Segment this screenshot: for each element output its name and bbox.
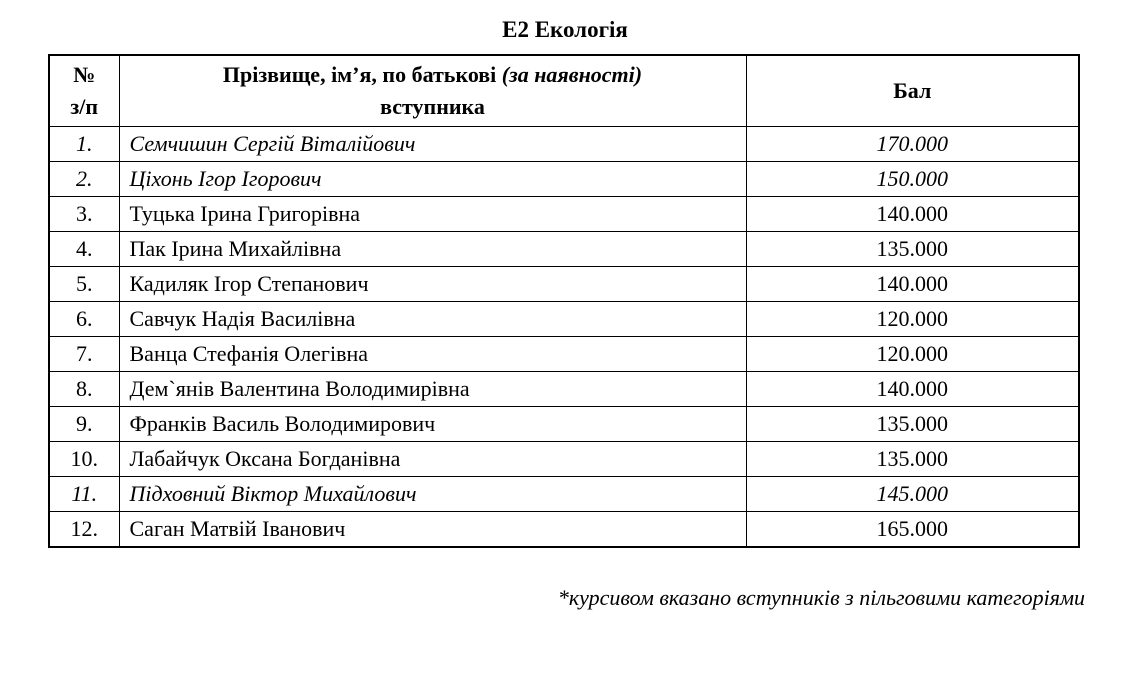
- score-cell: 140.000: [746, 372, 1079, 407]
- header-number: [49, 55, 119, 127]
- table-row: [49, 477, 1079, 512]
- header-row: [49, 55, 1079, 127]
- table-row: [49, 372, 1079, 407]
- header-name-line2: вступника: [380, 94, 485, 119]
- table-row: [49, 267, 1079, 302]
- table-row: [49, 302, 1079, 337]
- row-number-cell: 6.: [49, 302, 119, 337]
- row-number-cell: 12.: [49, 512, 119, 548]
- table-row: [49, 407, 1079, 442]
- applicant-name-cell: Франків Василь Володимирович: [119, 407, 746, 442]
- table-header: [49, 55, 1079, 127]
- applicant-name-cell: Туцька Ірина Григорівна: [119, 197, 746, 232]
- applicant-name-cell: Пак Ірина Михайлівна: [119, 232, 746, 267]
- applicant-name-cell: Савчук Надія Василівна: [119, 302, 746, 337]
- row-number-cell: 4.: [49, 232, 119, 267]
- score-cell: 140.000: [746, 197, 1079, 232]
- score-cell: 135.000: [746, 407, 1079, 442]
- header-score: Бал: [746, 55, 1079, 127]
- score-cell: 140.000: [746, 267, 1079, 302]
- table-row: [49, 232, 1079, 267]
- row-number-cell: 8.: [49, 372, 119, 407]
- score-cell: 165.000: [746, 512, 1079, 548]
- header-name-main: Прізвище, ім’я, по батькові: [222, 62, 502, 88]
- applicant-name-cell: Лабайчук Оксана Богданівна: [119, 442, 746, 477]
- header-applicant-name: [119, 55, 746, 127]
- applicant-name-cell: Кадиляк Ігор Степанович: [119, 267, 746, 302]
- table-row: [49, 127, 1079, 162]
- score-cell: 120.000: [746, 302, 1079, 337]
- row-number-cell: 9.: [49, 407, 119, 442]
- applicant-name-cell: Семчишин Сергій Віталійович: [119, 127, 746, 162]
- row-number-cell: 1.: [49, 127, 119, 162]
- table-row: [49, 337, 1079, 372]
- row-number-cell: 3.: [49, 197, 119, 232]
- table-row: [49, 442, 1079, 477]
- row-number-cell: 2.: [49, 162, 119, 197]
- header-name-italic: (за наявності): [501, 62, 643, 88]
- score-cell: 150.000: [746, 162, 1079, 197]
- score-cell: 135.000: [746, 442, 1079, 477]
- applicant-name-cell: Ціхонь Ігор Ігорович: [119, 162, 746, 197]
- page-title: Е2 Екологія: [502, 17, 628, 42]
- table-row: [49, 197, 1079, 232]
- score-cell: 145.000: [746, 477, 1079, 512]
- table-row: [49, 162, 1079, 197]
- footnote: *курсивом вказано вступників з пільговими категоріями: [557, 585, 1085, 610]
- table-row: [49, 512, 1079, 548]
- score-cell: 170.000: [746, 127, 1079, 162]
- row-number-cell: 10.: [49, 442, 119, 477]
- row-number-cell: 7.: [49, 337, 119, 372]
- score-cell: 135.000: [746, 232, 1079, 267]
- applicant-name-cell: Дем`янів Валентина Володимирівна: [119, 372, 746, 407]
- applicants-score-table: [48, 54, 1080, 548]
- row-number-cell: 11.: [49, 477, 119, 512]
- applicant-name-cell: Саган Матвій Іванович: [119, 512, 746, 548]
- applicant-name-cell: Ванца Стефанія Олегівна: [119, 337, 746, 372]
- header-number-line1: №: [73, 62, 96, 88]
- row-number-cell: 5.: [49, 267, 119, 302]
- applicant-name-cell: Підховний Віктор Михайлович: [119, 477, 746, 512]
- table-body: [49, 127, 1079, 548]
- score-cell: 120.000: [746, 337, 1079, 372]
- header-number-line2: з/п: [70, 94, 99, 119]
